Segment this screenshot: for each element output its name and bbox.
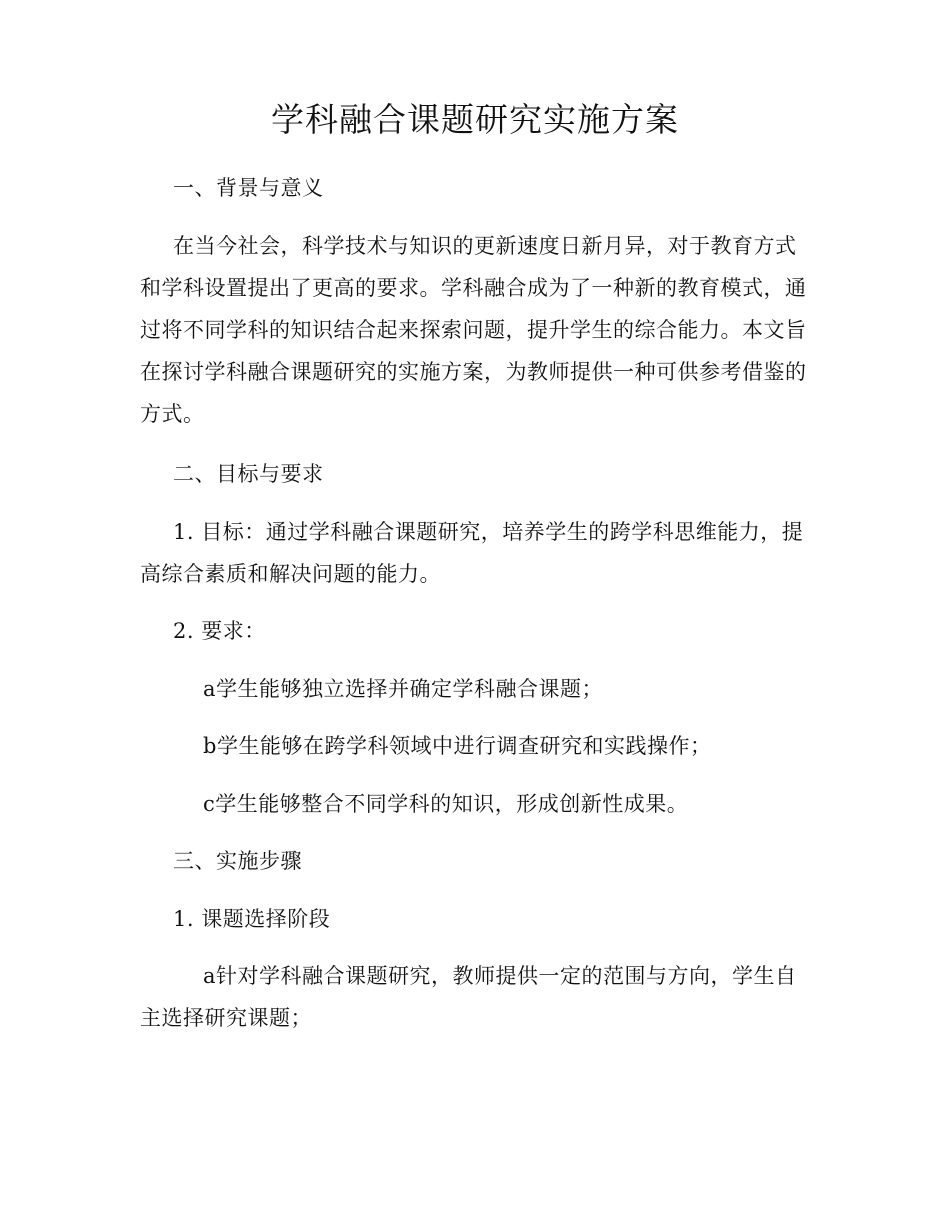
- step-1-heading: 1. 课题选择阶段: [173, 907, 331, 931]
- goal-item-1: 1. 目标：通过学科融合课题研究，培养学生的跨学科思维能力，提高综合素质和解决问题的能力。: [140, 520, 804, 586]
- section-heading-background: 一、背景与意义: [173, 176, 324, 200]
- section-heading-goals: 二、目标与要求: [173, 462, 324, 486]
- requirement-c: c学生能够整合不同学科的知识，形成创新性成果。: [203, 792, 689, 816]
- background-paragraph: 在当今社会，科学技术与知识的更新速度日新月异，对于教育方式和学科设置提出了更高的要求。学科融合成为了一种新的教育模式，通过将不同学科的知识结合起来探索问题，提升学生的综合能力。本文旨在探讨学科融合课题研究的实施方案，为教师提供一种可供参考借鉴的方式。: [140, 234, 807, 426]
- goal-item-2: 2. 要求：: [173, 619, 266, 643]
- requirement-a: a学生能够独立选择并确定学科融合课题；: [203, 677, 604, 701]
- section-heading-steps: 三、实施步骤: [173, 849, 302, 873]
- document-title: 学科融合课题研究实施方案: [271, 100, 679, 139]
- requirement-b: b学生能够在跨学科领域中进行调查研究和实践操作；: [203, 734, 712, 758]
- step-1-item-a: a针对学科融合课题研究，教师提供一定的范围与方向，学生自主选择研究课题；: [140, 964, 797, 1030]
